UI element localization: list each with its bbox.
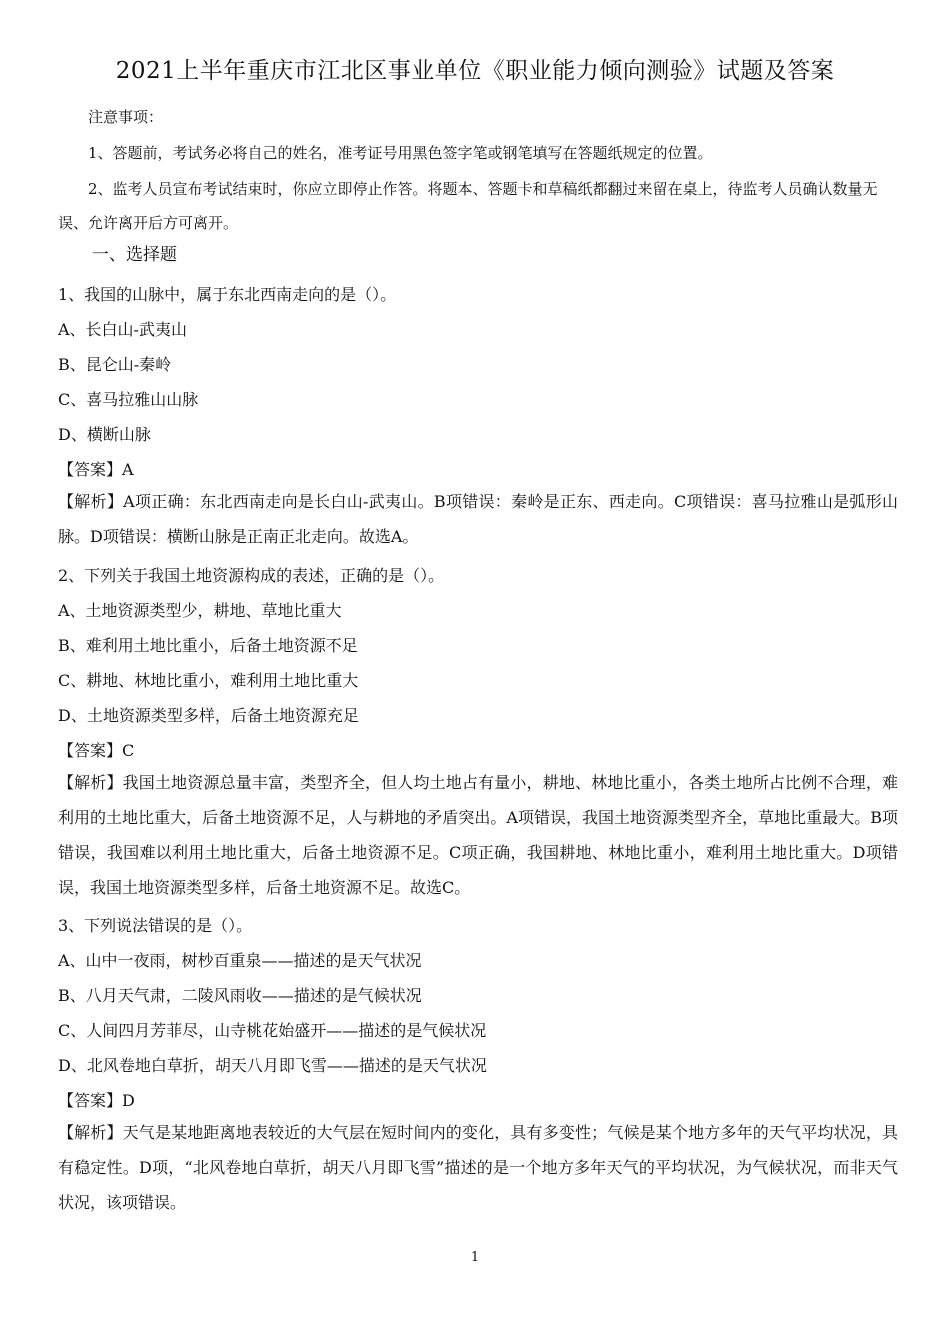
note-item: 1、答题前，考试务必将自己的姓名，准考证号用黑色签字笔或钢笔填写在答题纸规定的位置。 [88,144,713,162]
question-option: B、八月天气肃，二陵风雨收——描述的是气候状况 [58,986,422,1005]
question-option: C、喜马拉雅山山脉 [58,390,199,409]
explanation-tag: 【解析】 [58,1123,123,1142]
explanation-text: 我国土地资源总量丰富，类型齐全，但人均土地占有量小，耕地、林地比重小，各类土地所占比例不合理，难利用的土地比重大，后备土地资源不足，人与耕地的矛盾突出。A项错误，我国土地资源类型齐全，草地比重最大。B项错误，我国难以利用土地比重大，后备土地资源不足。C项正确，我国耕地、林地比重小，难利用土地比重大。D项错误，我国土地资源类型多样，后备土地资源不足。故选C。 [58,773,898,897]
answer-line [58,457,134,480]
question-stem: 1、我国的山脉中，属于东北西南走向的是（）。 [58,285,397,304]
answer-value: D [122,1091,135,1110]
page-number: 1 [470,1250,480,1265]
question-stem: 3、下列说法错误的是（）。 [58,916,253,935]
question-option: A、长白山-武夷山 [58,320,187,339]
question-option: B、难利用土地比重小，后备土地资源不足 [58,636,358,655]
explanation-tag: 【解析】 [58,773,123,792]
answer-tag: 【答案】 [58,1091,123,1110]
question-option: B、昆仑山-秦岭 [58,355,172,374]
question-option: D、北风卷地白草折，胡天八月即飞雪——描述的是天气状况 [58,1056,487,1075]
answer-tag: 【答案】 [58,741,123,760]
section-title: 一、选择题 [92,245,177,265]
question-option: D、横断山脉 [58,425,151,444]
answer-value: A [122,460,134,479]
notes-heading: 注意事项： [88,108,164,126]
document-title: 2021上半年重庆市江北区事业单位《职业能力倾向测验》试题及答案 [115,58,835,84]
explanation-tag: 【解析】 [58,492,124,511]
question-option: D、土地资源类型多样，后备土地资源充足 [58,706,359,725]
answer-line [58,1088,135,1111]
explanation-text: A项正确：东北西南走向是长白山-武夷山。B项错误：秦岭是正东、西走向。C项错误：喜马拉雅山是弧形山脉。D项错误：横断山脉是正南正北走向。故选A。 [58,492,898,546]
question-option: C、耕地、林地比重小，难利用土地比重大 [58,671,359,690]
explanation [58,765,898,905]
answer-value: C [122,741,135,760]
question-stem: 2、下列关于我国土地资源构成的表述，正确的是（）。 [58,566,445,585]
answer-tag: 【答案】 [58,460,123,479]
question-option: A、山中一夜雨，树杪百重泉——描述的是天气状况 [58,951,422,970]
note-item: 2、监考人员宣布考试结束时，你应立即停止作答。将题本、答题卡和草稿纸都翻过来留在桌上，待监考人员确认数量无误、允许离开后方可离开。 [58,180,878,232]
answer-line [58,738,134,761]
explanation [58,1115,898,1220]
question-option: C、人间四月芳菲尽，山寺桃花始盛开——描述的是气候状况 [58,1021,487,1040]
question-option: A、土地资源类型少，耕地、草地比重大 [58,601,342,620]
explanation [58,484,898,554]
explanation-text: 天气是某地距离地表较近的大气层在短时间内的变化，具有多变性；气候是某个地方多年的天气平均状况，具有稳定性。D项，“北风卷地白草折，胡天八月即飞雪”描述的是一个地方多年天气的平均状况，为气候状况，而非天气状况，该项错误。 [58,1123,898,1212]
